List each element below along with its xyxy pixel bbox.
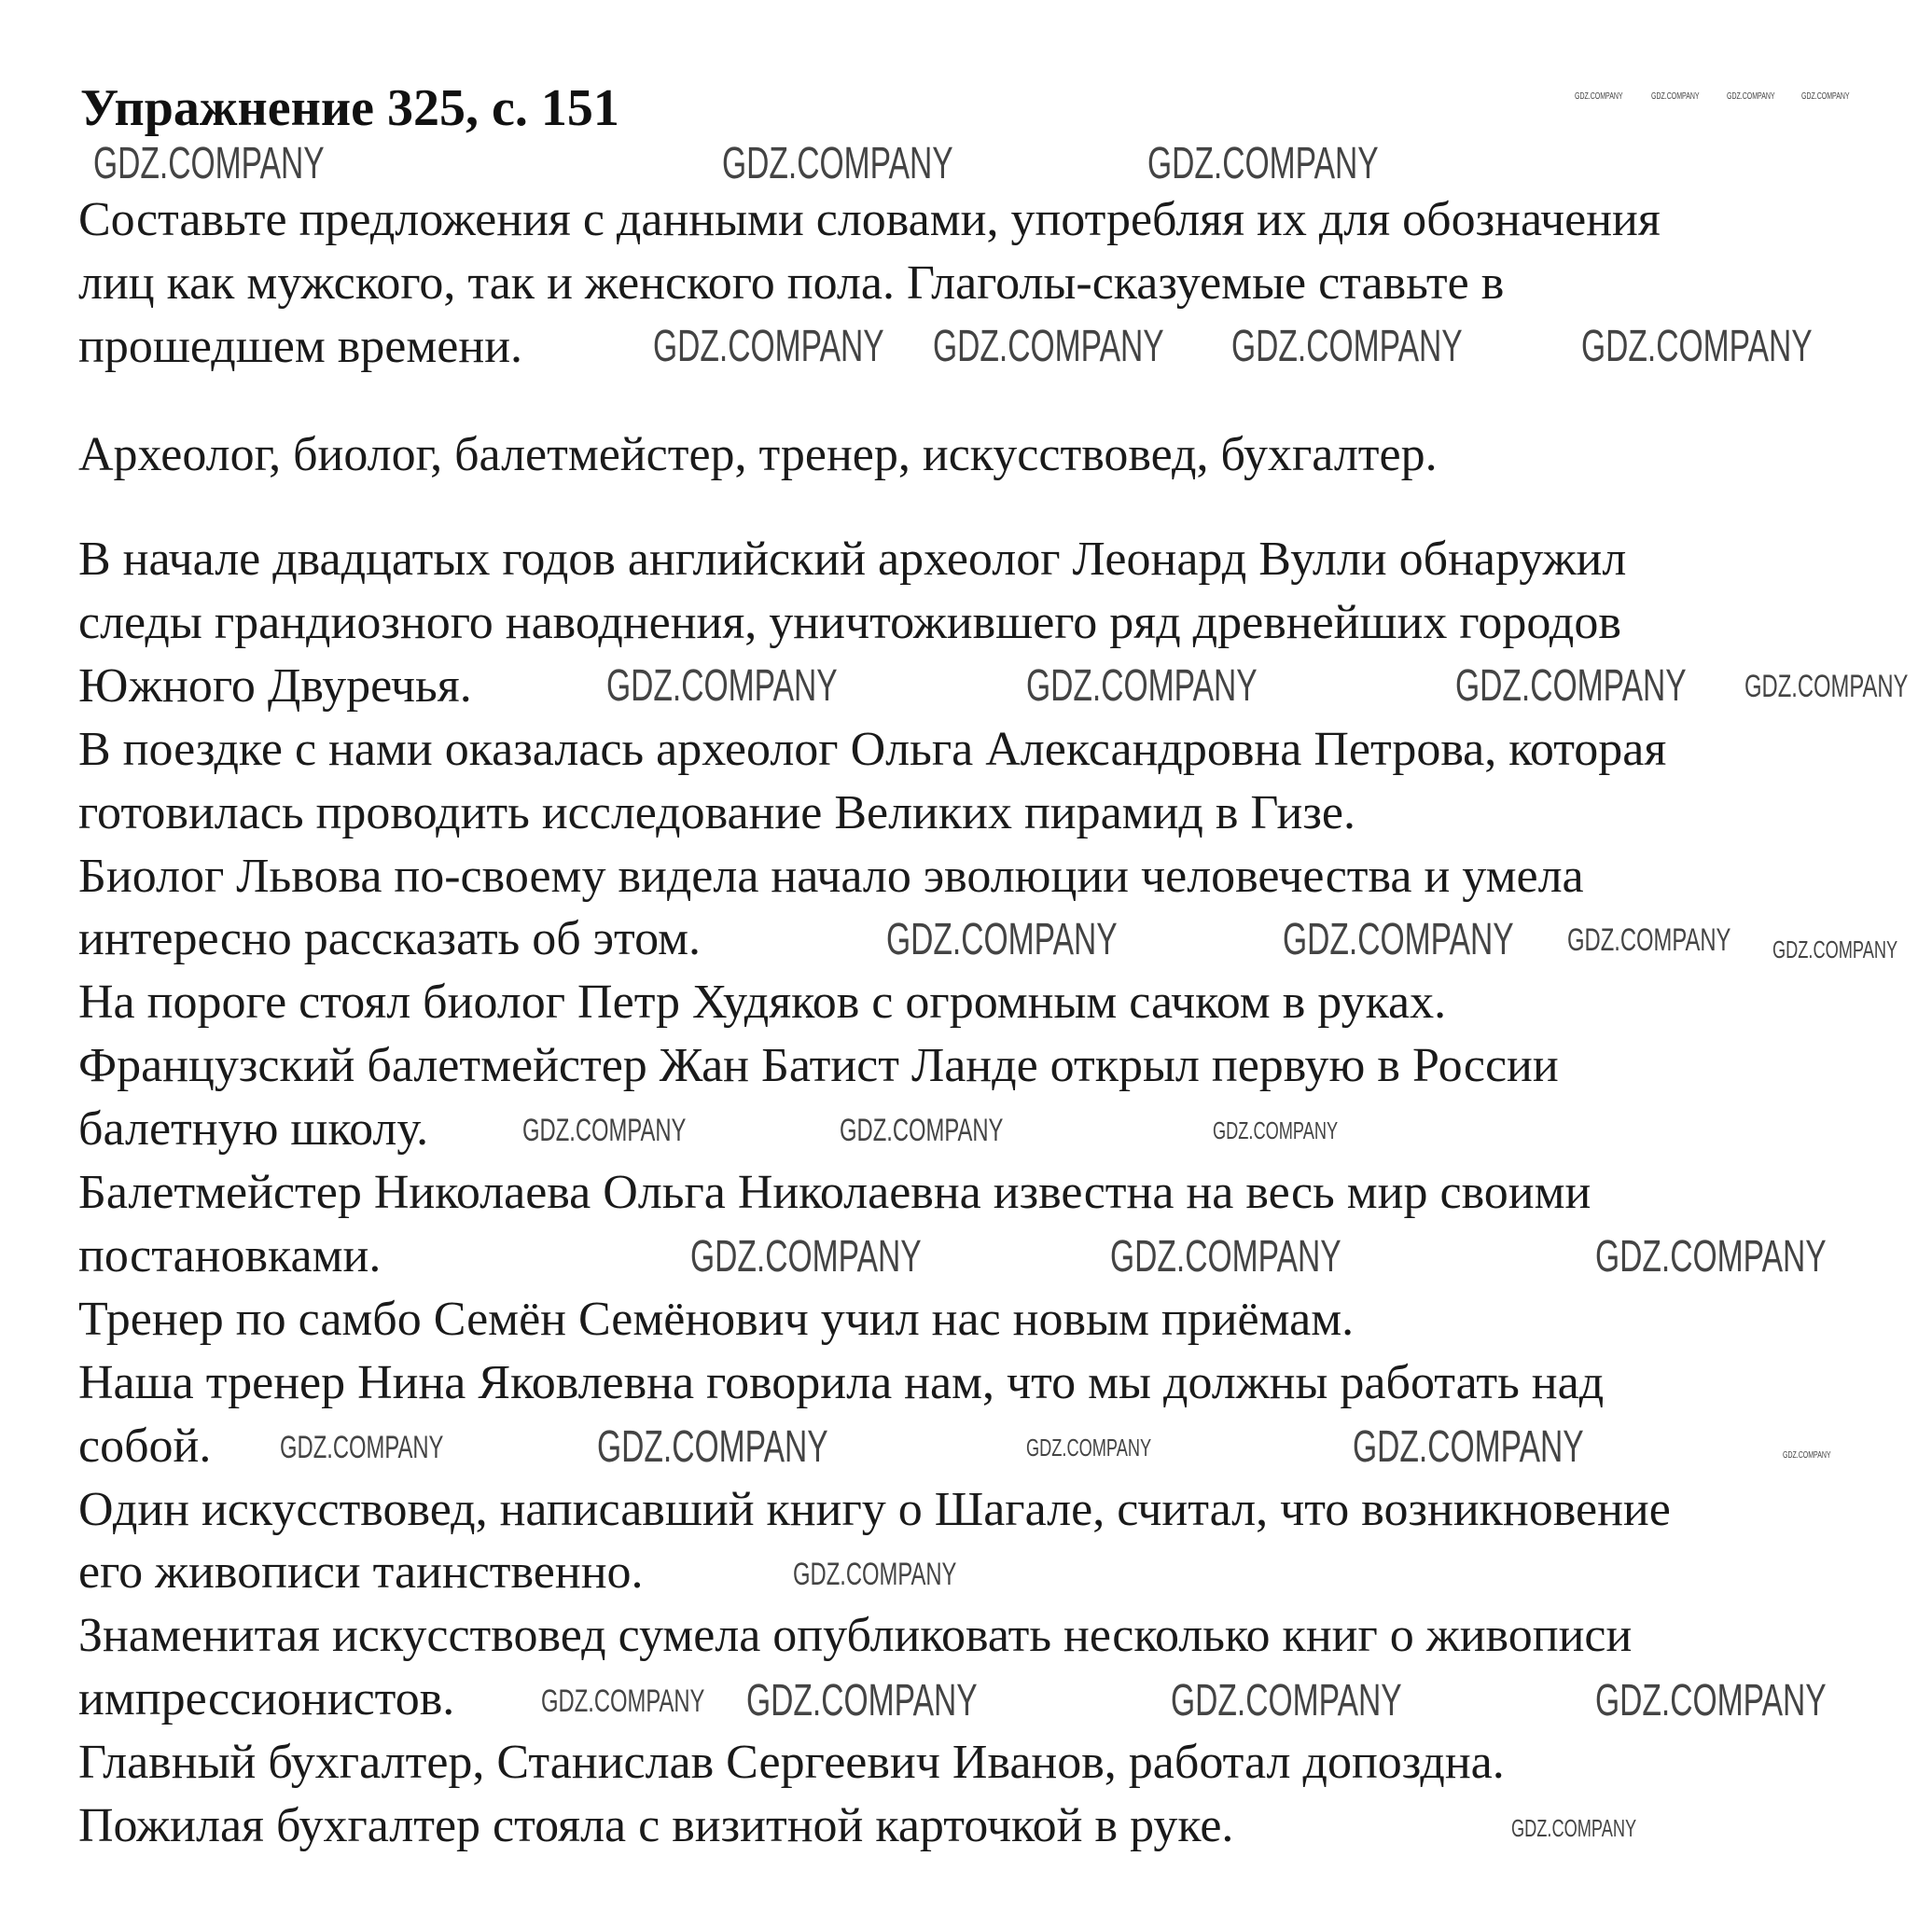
watermark: GDZ.COMPANY [1147,139,1379,188]
watermark: GDZ.COMPANY [280,1430,444,1465]
watermark: GDZ.COMPANY [1772,935,1898,963]
watermark: GDZ.COMPANY [840,1113,1004,1148]
task-line: Составьте предложения с данными словами, употребляя их для обозначения [78,193,1661,246]
answer-sentence-line: Знаменитая искусствовед сумела опубликовать несколько книг о живописи [78,1609,1633,1663]
answer-sentence-line: готовилась проводить исследование Великих пирамид в Гизе. [78,785,1355,839]
word-list: Археолог, биолог, балетмейстер, тренер, искусствовед, бухгалтер. [78,428,1438,481]
task-line: прошедшем времени. [78,320,523,373]
answer-sentence-line: Главный бухгалтер, Станислав Сергеевич Иванов, работал допоздна. [78,1736,1505,1790]
watermark: GDZ.COMPANY [653,322,884,371]
watermark: GDZ.COMPANY [1575,91,1623,102]
answer-sentence-line: Французский балетмейстер Жан Батист Ланде открыл первую в России [78,1039,1559,1093]
answer-sentence-line: балетную школу. [78,1102,429,1157]
watermark: GDZ.COMPANY [1026,661,1258,711]
watermark: GDZ.COMPANY [1595,1232,1827,1282]
watermark: GDZ.COMPANY [886,915,1118,964]
answer-sentence-line: Балетмейстер Николаева Ольга Николаевна известна на весь мир своими [78,1166,1591,1219]
watermark: GDZ.COMPANY [1283,915,1514,964]
answer-sentence-line: В начале двадцатых годов английский археолог Леонард Вулли обнаружил [78,533,1627,586]
answer-sentence-line: следы грандиозного наводнения, уничтожившего ряд древнейших городов [78,595,1621,649]
watermark: GDZ.COMPANY [1455,661,1687,711]
watermark: GDZ.COMPANY [93,139,325,188]
watermark: GDZ.COMPANY [1353,1422,1584,1472]
watermark: GDZ.COMPANY [722,139,953,188]
watermark: GDZ.COMPANY [933,322,1164,371]
watermark: GDZ.COMPANY [1727,91,1775,102]
answer-sentence-line: Биолог Львова по-своему видела начало эволюции человечества и умела [78,849,1584,903]
watermark: GDZ.COMPANY [597,1422,828,1472]
answer-sentence-line: Пожилая бухгалтер стояла с визитной карточкой в руке. [78,1799,1234,1852]
answer-sentence-line: его живописи таинственно. [78,1545,644,1600]
watermark: GDZ.COMPANY [1595,1676,1827,1725]
watermark: GDZ.COMPANY [522,1113,687,1148]
watermark: GDZ.COMPANY [1744,669,1909,704]
answer-sentence-line: постановками. [78,1228,382,1282]
watermark: GDZ.COMPANY [1581,322,1813,371]
answer-sentence-line: импрессионистов. [78,1672,455,1726]
answer-sentence-line: интересно рассказать об этом. [78,912,701,966]
watermark: GDZ.COMPANY [1231,322,1463,371]
watermark: GDZ.COMPANY [1026,1434,1152,1462]
watermark: GDZ.COMPANY [746,1676,978,1725]
exercise-title: Упражнение 325, с. 151 [80,79,619,137]
answer-sentence-line: Наша тренер Нина Яковлевна говорила нам, что мы должны работать над [78,1355,1605,1409]
watermark: GDZ.COMPANY [1511,1814,1637,1842]
watermark: GDZ.COMPANY [1213,1116,1339,1144]
answer-sentence-line: В поездке с нами оказалась археолог Ольга Александровна Петрова, которая [78,722,1667,776]
watermark: GDZ.COMPANY [541,1684,705,1719]
answer-sentence-line: На пороге стоял биолог Петр Худяков с огромным сачком в руках. [78,976,1447,1030]
answer-sentence-line: Южного Двуречья. [78,658,472,713]
answer-sentence-line: Тренер по самбо Семён Семёнович учил нас новым приёмам. [78,1292,1355,1346]
task-line: лиц как мужского, так и женского пола. Глаголы-сказуемые ставьте в [78,256,1505,310]
watermark: GDZ.COMPANY [1171,1676,1402,1725]
watermark: GDZ.COMPANY [793,1557,957,1592]
watermark: GDZ.COMPANY [1801,91,1850,102]
answer-sentence-line: собой. [78,1419,212,1473]
watermark: GDZ.COMPANY [606,661,838,711]
watermark: GDZ.COMPANY [1783,1450,1831,1461]
watermark: GDZ.COMPANY [690,1232,922,1282]
watermark: GDZ.COMPANY [1567,922,1731,958]
watermark: GDZ.COMPANY [1651,91,1700,102]
answer-sentence-line: Один искусствовед, написавший книгу о Шагале, считал, что возникновение [78,1482,1671,1536]
watermark: GDZ.COMPANY [1110,1232,1341,1282]
